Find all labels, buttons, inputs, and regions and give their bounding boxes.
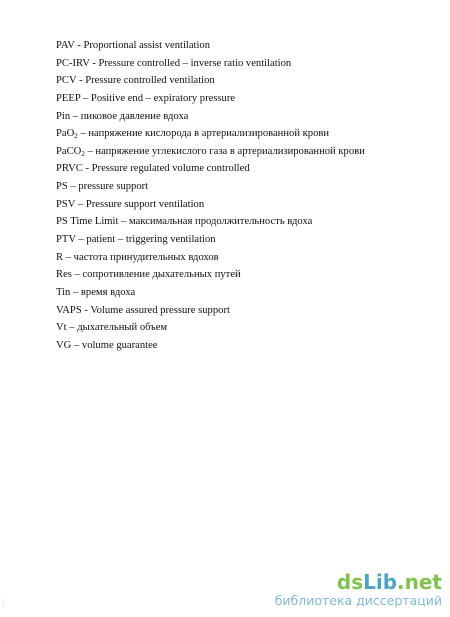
abbreviation-row: Pin – пиковое давление вдоха — [56, 110, 189, 122]
abbreviation-row — [56, 125, 436, 143]
abbreviation-row: PRVC - Pressure regulated volume controlled — [56, 163, 250, 175]
watermark[interactable] — [275, 571, 442, 609]
abbreviation-definition: – напряжение углекислого газа в артериализированной крови — [84, 145, 365, 157]
abbreviation-row: VG – volume guarantee — [56, 339, 158, 351]
logo-net-part: .net — [397, 570, 442, 594]
abbreviation-row: Vt – дыхательный объем — [56, 322, 168, 334]
abbreviation-row: PAV - Proportional assist ventilation — [56, 40, 211, 51]
edge-mark: ; — [3, 603, 5, 608]
edge-mark: : — [3, 598, 5, 603]
abbreviation-row: PEEP – Positive end – expiratory pressure — [56, 92, 236, 104]
abbreviation-row: R – частота принудительных вдохов — [56, 251, 219, 263]
subscript: 2 — [81, 149, 85, 158]
abbreviation-row: Res – сопротивление дыхательных путей — [56, 269, 241, 281]
abbreviation-definition: – напряжение кислорода в артериализированной крови — [77, 128, 330, 140]
dslib-logo — [275, 571, 442, 593]
abbreviation-row: PS – pressure support — [56, 181, 149, 193]
logo-ds-part: ds — [336, 570, 364, 594]
abbreviation-row — [56, 143, 436, 161]
abbreviation-term: PaCO — [56, 145, 82, 157]
abbreviation-row: VAPS - Volume assured pressure support — [56, 304, 230, 316]
abbreviation-row: PSV – Pressure support ventilation — [56, 198, 205, 210]
abbreviation-row: PC-IRV - Pressure controlled – inverse ratio ventilation — [56, 57, 292, 69]
abbreviation-row: PTV – patient – triggering ventilation — [56, 234, 216, 246]
abbreviation-term: PaO — [56, 128, 75, 140]
abbreviation-row: Tin – время вдоха — [56, 286, 136, 298]
abbreviation-list — [56, 37, 436, 355]
abbreviation-row: PCV - Pressure controlled ventilation — [56, 75, 215, 87]
logo-lib-part: Lib — [363, 570, 398, 594]
subscript: 2 — [74, 132, 78, 141]
abbreviation-row: PS Time Limit – максимальная продолжительность вдоха — [56, 216, 313, 228]
scan-edge-marks — [3, 598, 4, 608]
watermark-subtitle: библиотека диссертаций — [274, 593, 442, 608]
